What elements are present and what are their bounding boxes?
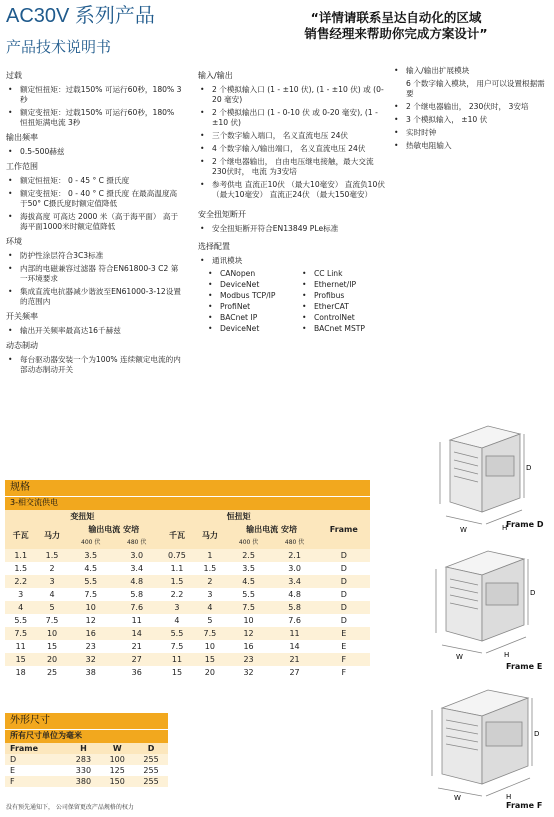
dims-header: Frame bbox=[5, 743, 67, 754]
table-cell: 38 bbox=[68, 666, 114, 679]
table-cell: 0.75 bbox=[160, 549, 195, 562]
table-cell: 4.5 bbox=[68, 562, 114, 575]
list-item: • EtherCAT bbox=[300, 302, 386, 312]
table-cell: 27 bbox=[114, 653, 160, 666]
list-item: • CC Link bbox=[300, 269, 386, 279]
list-item: • 4 个数字输入/输出端口， 名义直流电压 24伏 bbox=[198, 144, 386, 154]
freq-title: 输出频率 bbox=[6, 133, 38, 142]
table-cell: 7.5 bbox=[194, 627, 225, 640]
table-row bbox=[5, 666, 370, 679]
table-cell: 3.5 bbox=[68, 549, 114, 562]
table-cell: 5.8 bbox=[272, 601, 318, 614]
list-item: • 3 个模拟输入， ±10 伏 bbox=[392, 115, 550, 125]
opt-title: 选择配置 bbox=[198, 242, 230, 251]
dims-header: W bbox=[100, 743, 134, 754]
spec-subtitle: 3-相交流供电 bbox=[5, 496, 370, 510]
table-cell: D bbox=[318, 601, 370, 614]
frame-f-label: Frame F bbox=[506, 801, 543, 810]
list-item: • 输出开关频率最高达16千赫兹 bbox=[6, 326, 184, 336]
table-cell: 15 bbox=[194, 653, 225, 666]
page-title: AC30V 系列产品 bbox=[6, 5, 155, 27]
list-item: • 实时时钟 bbox=[392, 128, 550, 138]
table-cell: 2.1 bbox=[272, 549, 318, 562]
list-item: • 每台驱动器安装一个为100% 连续额定电流的内部动态制动开关 bbox=[6, 355, 184, 375]
frame-d-label: Frame D bbox=[506, 520, 544, 529]
table-cell: 10 bbox=[36, 627, 67, 640]
spec-title: 规格 bbox=[5, 480, 370, 496]
table-cell: 21 bbox=[272, 653, 318, 666]
v400-header: 400 伏 bbox=[226, 536, 272, 549]
table-cell: 7.6 bbox=[114, 601, 160, 614]
list-item: • 额定恒扭矩：过载150% 可运行60秒，180% 3秒 bbox=[6, 85, 184, 105]
table-cell: 14 bbox=[114, 627, 160, 640]
dims-header: D bbox=[134, 743, 168, 754]
table-cell: E bbox=[318, 627, 370, 640]
frame-f-drawing bbox=[420, 686, 554, 801]
table-cell: 1.5 bbox=[160, 575, 195, 588]
dim-h-label: H bbox=[502, 524, 508, 532]
vt-header: 恒扭矩 bbox=[160, 510, 318, 523]
hp-header: 马力 bbox=[36, 523, 67, 549]
table-cell: 1 bbox=[194, 549, 225, 562]
table-cell: 4 bbox=[36, 588, 67, 601]
table-cell: E bbox=[10, 765, 16, 775]
table-row bbox=[5, 562, 370, 575]
table-cell: 3 bbox=[5, 588, 36, 601]
list-item: • 2 个继电器输出， 自由电压继电接触，最大交流230伏时， 电流 为3安培 bbox=[198, 157, 386, 177]
table-cell: 2 bbox=[36, 562, 67, 575]
frame-e-drawing bbox=[420, 545, 554, 660]
list-item: • Profibus bbox=[300, 291, 386, 301]
list-item: • 2 个继电器输出， 230伏时， 3安培 bbox=[392, 102, 550, 112]
dim-w-label: W bbox=[456, 653, 463, 660]
list-item: • 海拔高度 可高达 2000 米（高于海平面） 高于海平面1000米时额定值降低 bbox=[6, 212, 184, 232]
table-cell: 12 bbox=[226, 627, 272, 640]
overload-list bbox=[6, 85, 184, 128]
table-row bbox=[5, 549, 370, 562]
dim-d-label: D bbox=[534, 730, 540, 738]
table-cell: 4 bbox=[160, 614, 195, 627]
list-item: • 参考供电 直流正10伏 （最大10毫安） 直流负10伏 （最大10毫安） 直流正24伏 （最大150毫安） bbox=[198, 180, 386, 200]
work-list bbox=[6, 176, 184, 232]
list-item: • ControlNet bbox=[300, 313, 386, 323]
table-cell: 18 bbox=[5, 666, 36, 679]
list-item: • 通讯模块 bbox=[198, 256, 386, 266]
ct-header: 变扭矩 bbox=[5, 510, 160, 523]
table-cell: D bbox=[318, 575, 370, 588]
table-cell: 27 bbox=[272, 666, 318, 679]
io-title: 输入/输出 bbox=[198, 71, 233, 80]
safe-list bbox=[198, 224, 386, 234]
table-cell: 15 bbox=[36, 640, 67, 653]
out-header: 输出电流 安培 bbox=[68, 523, 160, 536]
table-cell: D bbox=[318, 549, 370, 562]
table-cell: 10 bbox=[226, 614, 272, 627]
table-cell: 125 bbox=[109, 765, 125, 775]
dim-d-label: D bbox=[526, 464, 532, 472]
v480-header: 480 伏 bbox=[114, 536, 160, 549]
table-cell: 11 bbox=[114, 614, 160, 627]
table-cell: 15 bbox=[160, 666, 195, 679]
dims-table bbox=[5, 743, 168, 787]
table-row bbox=[5, 601, 370, 614]
table-cell: 1.1 bbox=[5, 549, 36, 562]
table-row bbox=[5, 754, 168, 765]
list-item: • 0.5-500赫兹 bbox=[6, 147, 184, 157]
work-title: 工作范围 bbox=[6, 162, 38, 171]
dims-title: 外形尺寸 bbox=[5, 713, 168, 729]
table-cell: 3.4 bbox=[272, 575, 318, 588]
table-cell: 4 bbox=[5, 601, 36, 614]
frame-e-label: Frame E bbox=[506, 662, 543, 671]
contact-quote bbox=[248, 10, 544, 42]
dim-w-label: W bbox=[460, 526, 467, 534]
table-cell: 14 bbox=[272, 640, 318, 653]
ext-list bbox=[392, 66, 550, 151]
table-cell: 11 bbox=[272, 627, 318, 640]
table-cell: 3.4 bbox=[114, 562, 160, 575]
table-cell: 7.5 bbox=[5, 627, 36, 640]
table-cell: 1.1 bbox=[160, 562, 195, 575]
io-list bbox=[198, 85, 386, 200]
dims-header: H bbox=[67, 743, 101, 754]
dim-d-label: D bbox=[530, 589, 536, 597]
list-item: • 安全扭矩断开符合EN13849 PLe标准 bbox=[198, 224, 386, 234]
list-item: • ProfiNet bbox=[206, 302, 294, 312]
list-item: • Modbus TCP/IP bbox=[206, 291, 294, 301]
comms-grid bbox=[198, 269, 386, 335]
table-cell: 20 bbox=[194, 666, 225, 679]
brake-title: 动态制动 bbox=[6, 341, 38, 350]
table-cell: 5 bbox=[36, 601, 67, 614]
list-item: • 集成直流电抗器减少谐波至EN61000-3-12设置的范围内 bbox=[6, 287, 184, 307]
table-cell: 23 bbox=[68, 640, 114, 653]
dims-table-block bbox=[5, 713, 168, 787]
table-cell: 25 bbox=[36, 666, 67, 679]
list-item: • 三个数字输入端口， 名义直流电压 24伏 bbox=[198, 131, 386, 141]
table-cell: 3 bbox=[194, 588, 225, 601]
table-row bbox=[5, 640, 370, 653]
table-cell: 32 bbox=[226, 666, 272, 679]
table-cell: 7.5 bbox=[36, 614, 67, 627]
hp-header: 马力 bbox=[194, 523, 225, 549]
table-cell: 4.8 bbox=[272, 588, 318, 601]
table-cell: 4 bbox=[194, 601, 225, 614]
table-row bbox=[5, 575, 370, 588]
table-cell: 11 bbox=[5, 640, 36, 653]
list-item: • 2 个模拟输入口 (1 - ±10 伏), (1 - ±10 伏) 或 (0-20 毫安) bbox=[198, 85, 386, 105]
middle-column bbox=[198, 66, 386, 335]
table-cell: 5.5 bbox=[160, 627, 195, 640]
list-item: • DeviceNet bbox=[206, 324, 294, 334]
table-cell: 7.5 bbox=[226, 601, 272, 614]
table-cell: D bbox=[318, 614, 370, 627]
table-cell: 2.2 bbox=[160, 588, 195, 601]
table-cell: 5.5 bbox=[226, 588, 272, 601]
spec-table-block bbox=[5, 480, 370, 679]
table-cell: D bbox=[5, 754, 67, 765]
table-row bbox=[5, 765, 168, 776]
table-row bbox=[5, 776, 168, 787]
table-cell: 330 bbox=[75, 765, 92, 775]
list-item: • CANopen bbox=[206, 269, 294, 279]
table-cell: 255 bbox=[134, 754, 168, 765]
table-cell: 16 bbox=[226, 640, 272, 653]
table-cell: 12 bbox=[68, 614, 114, 627]
table-cell: 23 bbox=[226, 653, 272, 666]
list-item: • Ethernet/IP bbox=[300, 280, 386, 290]
table-cell: 1.5 bbox=[194, 562, 225, 575]
switch-title: 开关频率 bbox=[6, 312, 38, 321]
dim-h-label: H bbox=[504, 651, 510, 659]
list-item: • 输入/输出扩展模块 bbox=[392, 66, 550, 76]
right-column bbox=[392, 66, 550, 154]
table-cell: E bbox=[318, 640, 370, 653]
dims-subtitle: 所有尺寸单位为毫米 bbox=[5, 729, 168, 743]
table-cell: 2 bbox=[194, 575, 225, 588]
table-cell: 5 bbox=[194, 614, 225, 627]
list-item: • 内部的电磁兼容过滤器 符合EN61800-3 C2 第一环境要求 bbox=[6, 264, 184, 284]
quote-line-2: 销售经理来帮助你完成方案设计” bbox=[304, 26, 488, 41]
list-item: • 额定恒扭矩： 0 - 45 ° C 摄氏度 bbox=[6, 176, 184, 186]
list-item: • 额定变扭矩：过载150% 可运行60秒，180% 恒扭矩满电流 3秒 bbox=[6, 108, 184, 128]
frame-header: Frame bbox=[318, 510, 370, 549]
comms-left-list bbox=[206, 269, 294, 335]
out-header: 输出电流 安培 bbox=[226, 523, 318, 536]
table-cell: 20 bbox=[36, 653, 67, 666]
table-cell: 100 bbox=[100, 754, 134, 765]
table-cell: 4.5 bbox=[226, 575, 272, 588]
table-cell: D bbox=[318, 588, 370, 601]
table-cell: 3.0 bbox=[114, 549, 160, 562]
v480-header: 480 伏 bbox=[272, 536, 318, 549]
table-cell: 4.8 bbox=[114, 575, 160, 588]
table-cell: 3.0 bbox=[272, 562, 318, 575]
table-cell: 5.8 bbox=[114, 588, 160, 601]
list-item: • 额定变扭矩： 0 - 40 ° C 摄氏度 在最高温度高于50° C摄氏度时额定值降低 bbox=[6, 189, 184, 209]
overload-title: 过载 bbox=[6, 71, 22, 80]
table-cell: 3 bbox=[160, 601, 195, 614]
page-subtitle: 产品技术说明书 bbox=[6, 38, 112, 56]
quote-line-1: “详情请联系呈达自动化的区域 bbox=[310, 10, 482, 25]
kw-header: 千瓦 bbox=[5, 523, 36, 549]
footer-note: 没有预先通知下， 公司保留更改产品规格的权力 bbox=[6, 804, 134, 811]
table-cell: 21 bbox=[114, 640, 160, 653]
list-item: • BACnet MSTP bbox=[300, 324, 386, 334]
table-cell: 255 bbox=[134, 776, 168, 787]
table-cell: 11 bbox=[160, 653, 195, 666]
left-column bbox=[6, 66, 184, 378]
table-cell: F bbox=[318, 666, 370, 679]
table-cell: 7.6 bbox=[272, 614, 318, 627]
freq-list bbox=[6, 147, 184, 157]
table-cell: F bbox=[5, 776, 67, 787]
table-cell: 32 bbox=[68, 653, 114, 666]
brake-list bbox=[6, 355, 184, 375]
list-item: • 防护性涂层符合3C3标准 bbox=[6, 251, 184, 261]
table-cell: 5.5 bbox=[68, 575, 114, 588]
table-row bbox=[5, 588, 370, 601]
list-item: • BACnet IP bbox=[206, 313, 294, 323]
dim-w-label: W bbox=[454, 794, 461, 801]
table-cell: 2.5 bbox=[226, 549, 272, 562]
table-cell: 3 bbox=[36, 575, 67, 588]
table-cell: F bbox=[318, 653, 370, 666]
table-cell: 3.5 bbox=[226, 562, 272, 575]
table-cell: 255 bbox=[143, 765, 159, 775]
table-cell: 5.5 bbox=[5, 614, 36, 627]
table-cell: 10 bbox=[68, 601, 114, 614]
v400-header: 400 伏 bbox=[68, 536, 114, 549]
table-cell: 15 bbox=[5, 653, 36, 666]
table-cell: 380 bbox=[67, 776, 101, 787]
table-row bbox=[5, 614, 370, 627]
comms-right-list bbox=[300, 269, 386, 335]
table-cell: 283 bbox=[67, 754, 101, 765]
spec-table bbox=[5, 510, 370, 679]
table-cell: 7.5 bbox=[160, 640, 195, 653]
safe-title: 安全扭矩断开 bbox=[198, 210, 246, 219]
table-cell: 2.2 bbox=[5, 575, 36, 588]
table-cell: 10 bbox=[194, 640, 225, 653]
env-list bbox=[6, 251, 184, 307]
opt-list bbox=[198, 256, 386, 266]
table-row bbox=[5, 627, 370, 640]
table-cell: 16 bbox=[68, 627, 114, 640]
list-item: • DeviceNet bbox=[206, 280, 294, 290]
kw-header: 千瓦 bbox=[160, 523, 195, 549]
env-title: 环境 bbox=[6, 237, 22, 246]
table-cell: 36 bbox=[114, 666, 160, 679]
table-row bbox=[5, 653, 370, 666]
table-cell: D bbox=[318, 562, 370, 575]
table-cell: 1.5 bbox=[5, 562, 36, 575]
list-item: • 热敏电阻输入 bbox=[392, 141, 550, 151]
table-cell: 1.5 bbox=[36, 549, 67, 562]
list-item: 6 个数字输入模块， 用户可以设置根据需要 bbox=[406, 79, 545, 98]
table-cell: 7.5 bbox=[68, 588, 114, 601]
table-cell: 150 bbox=[100, 776, 134, 787]
frame-d-drawing bbox=[420, 420, 554, 535]
list-item: • 2 个模拟输出口 (1 - 0-10 伏 或 0-20 毫安), (1 - ±10 伏) bbox=[198, 108, 386, 128]
switch-list bbox=[6, 326, 184, 336]
dim-h-label: H bbox=[506, 793, 512, 801]
